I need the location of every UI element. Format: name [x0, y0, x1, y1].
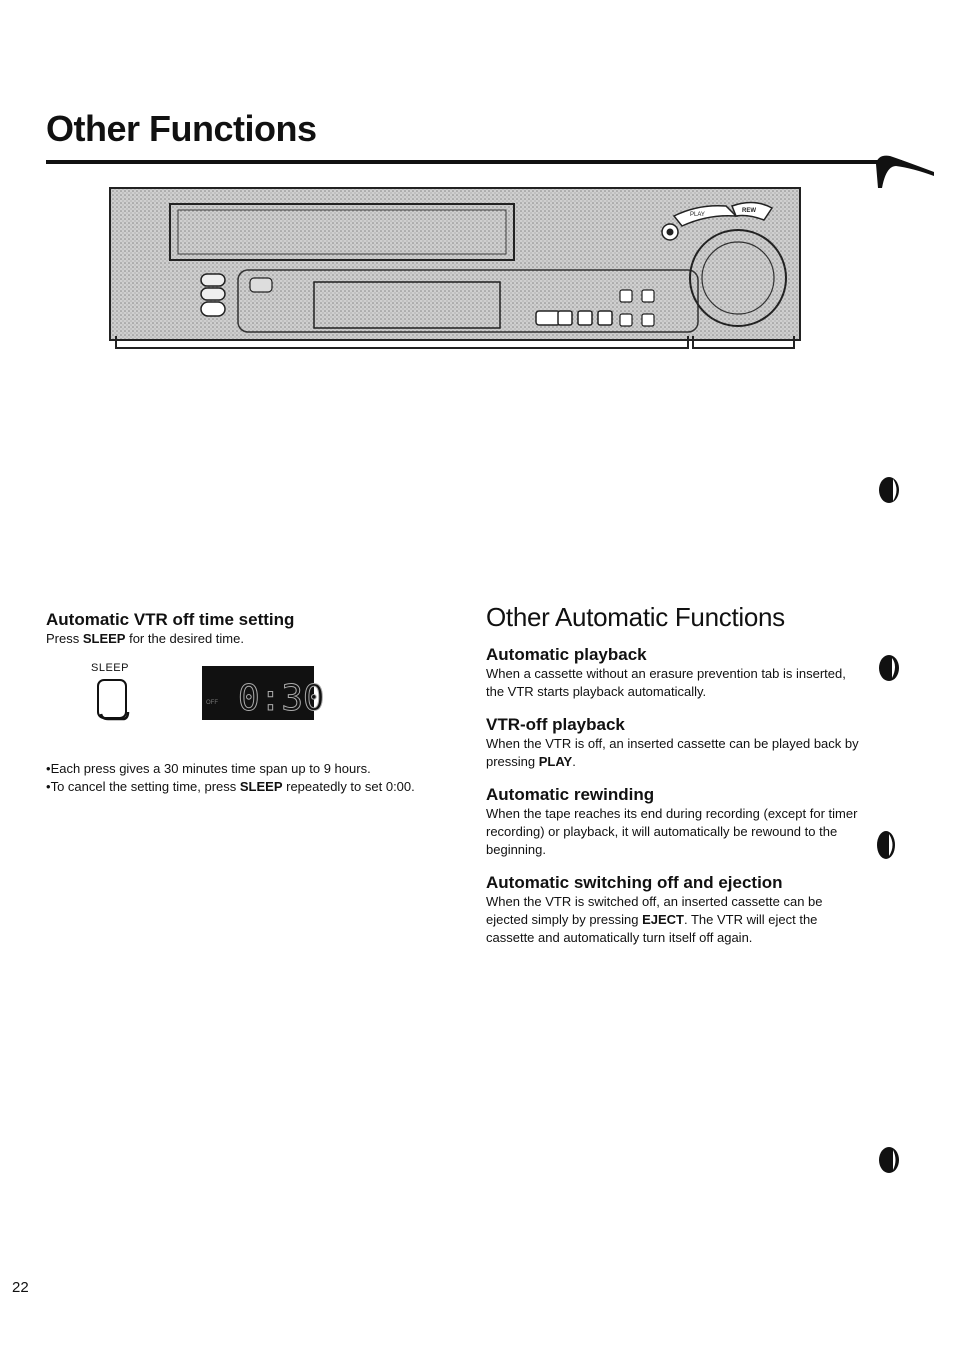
margin-mark-icon	[876, 1144, 902, 1176]
section-heading: Automatic VTR off time setting	[46, 610, 295, 629]
intro-text: Press SLEEP for the desired time.	[46, 631, 244, 646]
sleep-label: SLEEP	[91, 662, 129, 674]
rule-hook-icon	[872, 150, 942, 192]
function-item	[486, 873, 866, 947]
function-item	[486, 785, 866, 859]
sleep-display	[202, 666, 325, 720]
page-number: 22	[12, 1279, 29, 1296]
function-item	[486, 645, 866, 701]
bullet-list	[46, 760, 426, 796]
list-item: • Each press gives a 30 minutes time span up to 9 hours.	[46, 760, 426, 778]
list-item: • To cancel the setting time, press SLEEP repeatedly to set 0:00.	[46, 778, 426, 796]
function-text: When the VTR is off, an inserted cassette can be played back by pressing PLAY.	[486, 736, 859, 769]
control-button	[536, 311, 560, 325]
display-time: 0:30	[238, 678, 325, 719]
power-button	[201, 274, 225, 286]
section-heading: Other Automatic Functions	[486, 602, 785, 632]
function-text: When the VTR is switched off, an inserted cassette can be ejected simply by pressing EJECT. The VTR will eject the cassette and automatically turn itself off again.	[486, 894, 823, 945]
page-title: Other Functions	[46, 108, 317, 149]
margin-mark-icon	[874, 828, 900, 862]
display-off-label: OFF	[206, 700, 218, 706]
margin-mark-icon	[876, 652, 902, 684]
function-title: Automatic rewinding	[486, 785, 655, 804]
vcr-play-label: PLAY	[690, 212, 705, 218]
function-title: VTR-off playback	[486, 715, 625, 734]
function-title: Automatic playback	[486, 645, 647, 664]
other-automatic-functions	[486, 602, 866, 961]
function-text: When a cassette without an erasure prevention tab is inserted, the VTR starts playback automatically.	[486, 666, 846, 699]
sleep-button-icon	[96, 678, 130, 722]
vcr-illustration	[108, 186, 804, 352]
margin-mark-icon	[876, 474, 902, 506]
function-item	[486, 715, 866, 771]
function-text: When the tape reaches its end during recording (except for timer recording) or playback, it will automatically be rewound to the beginning.	[486, 806, 858, 857]
function-title: Automatic switching off and ejection	[486, 873, 783, 892]
title-rule	[46, 160, 902, 164]
vtr-off-time-section	[46, 610, 426, 794]
vcr-rec-label: REW	[742, 208, 756, 214]
